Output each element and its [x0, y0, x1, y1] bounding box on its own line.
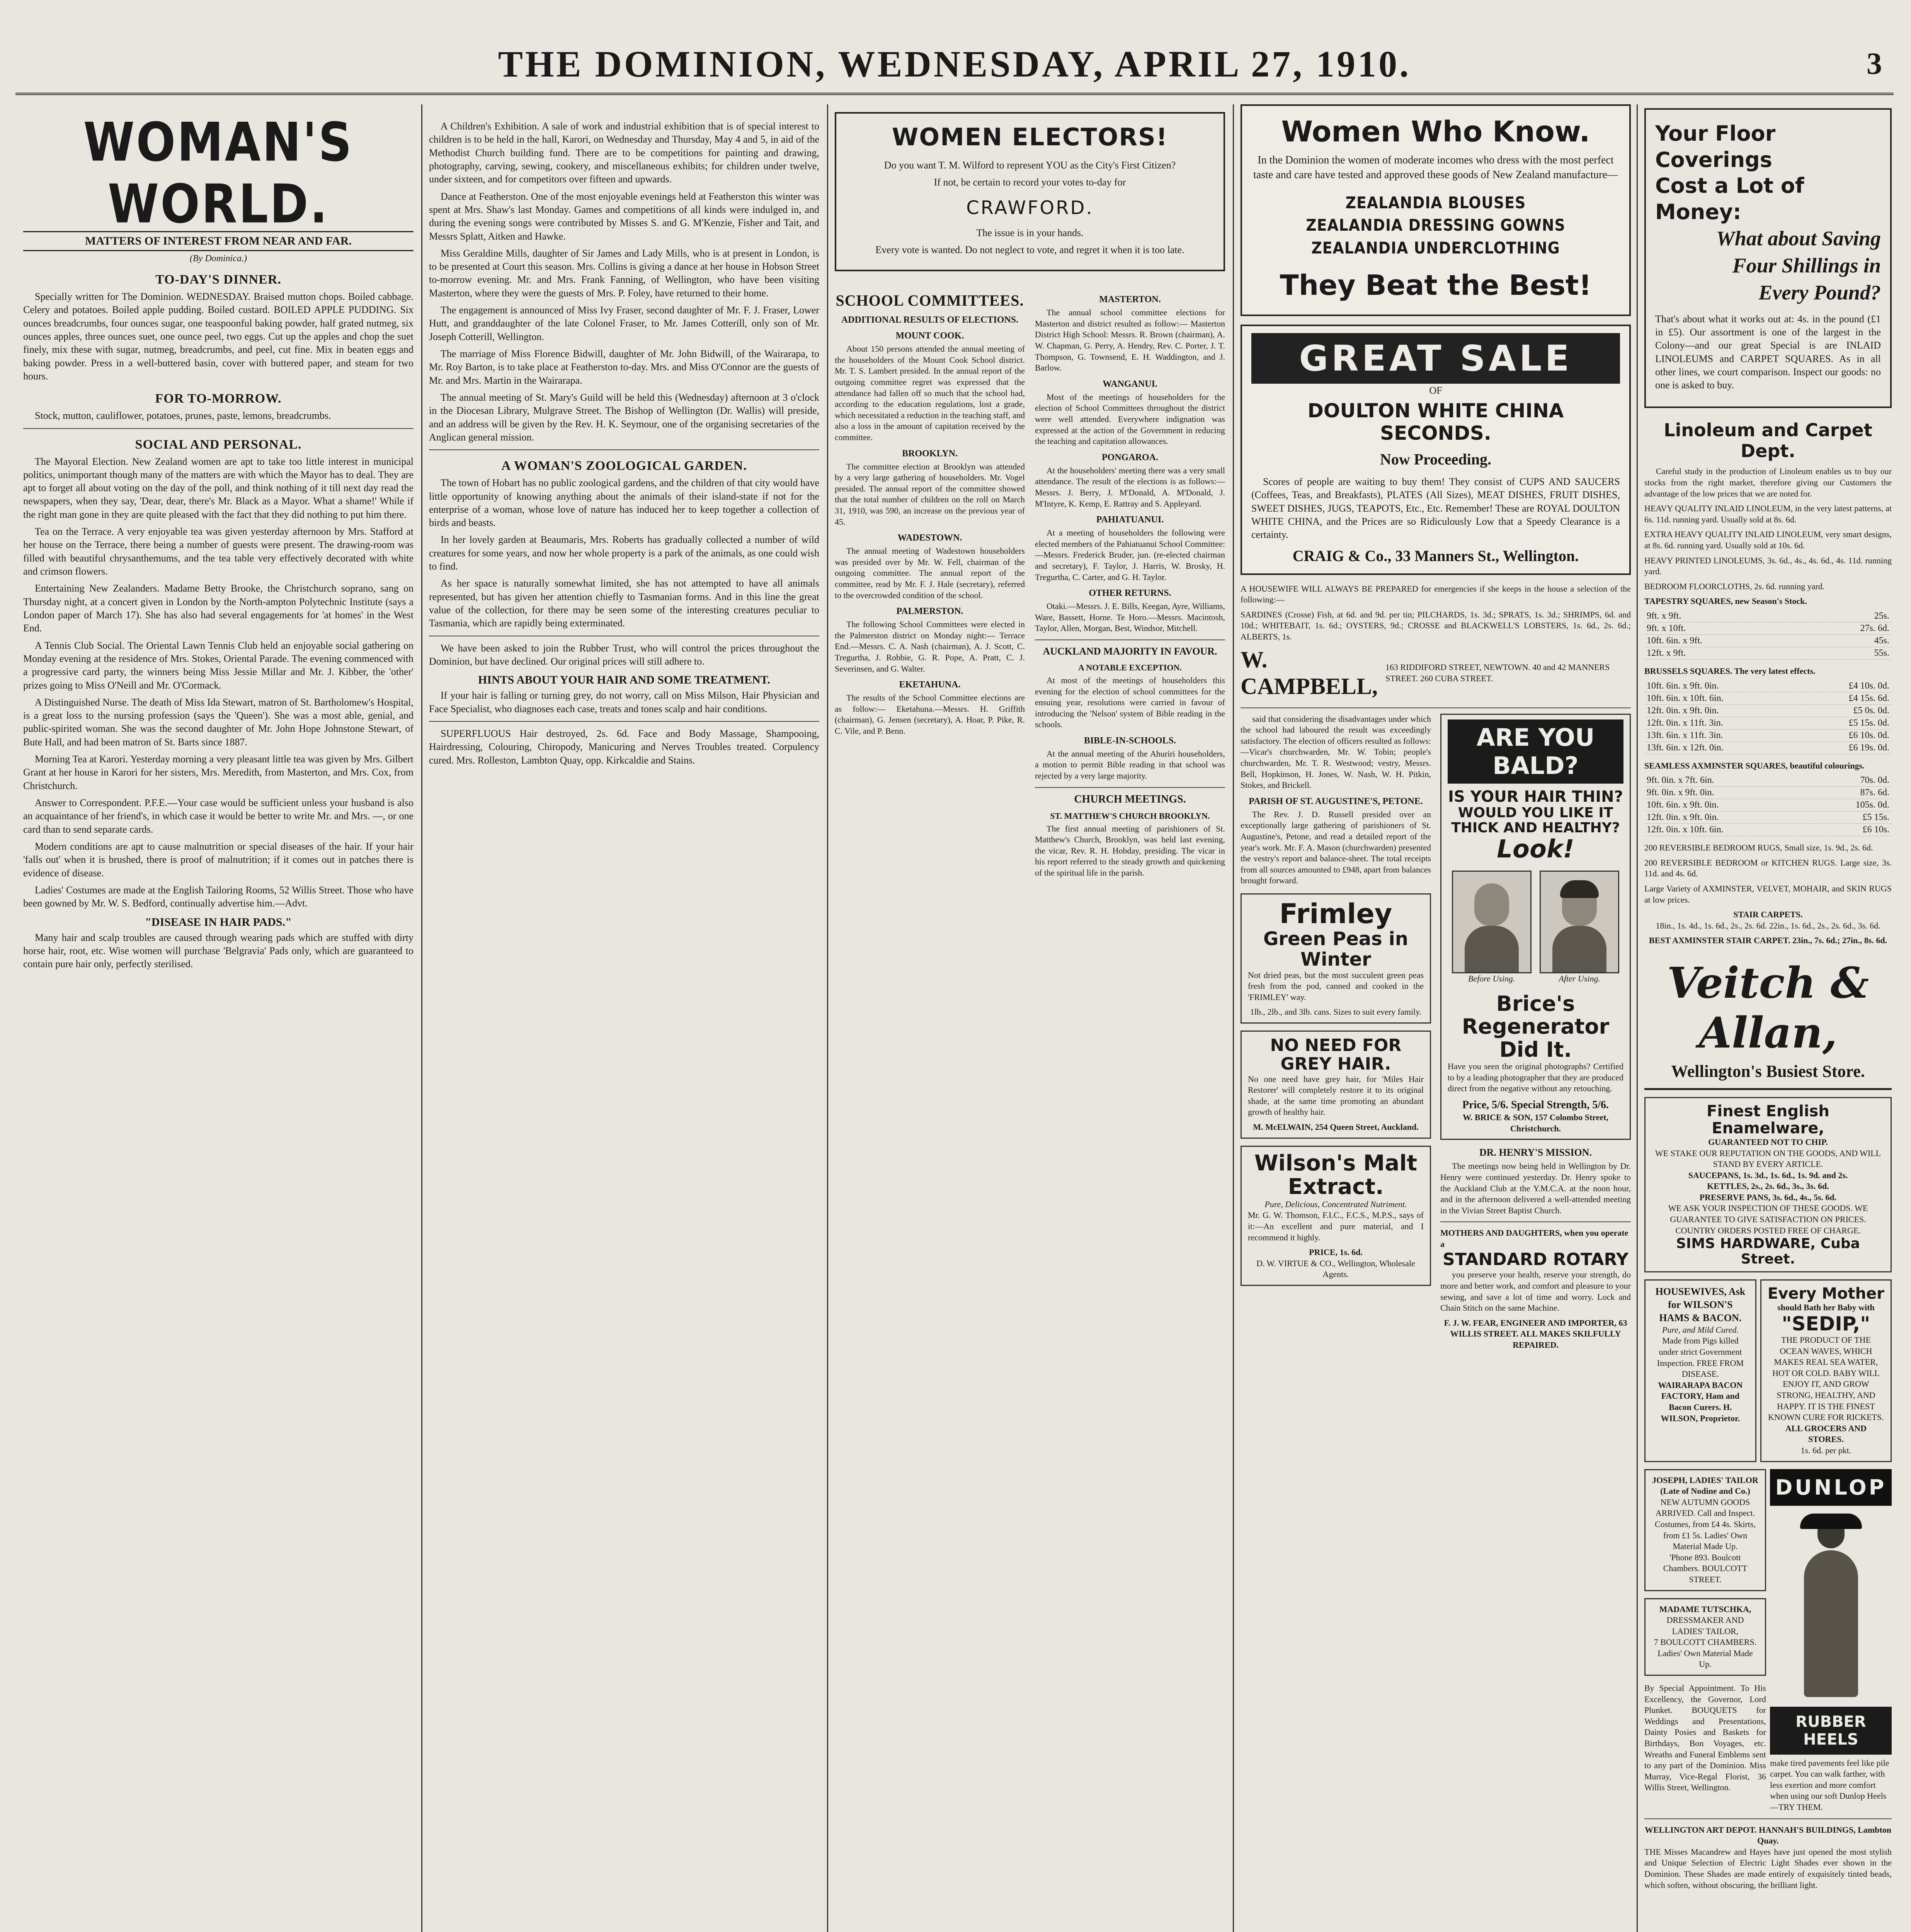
- price-row: [1644, 729, 1892, 742]
- bible-heading: BIBLE-IN-SCHOOLS.: [1084, 735, 1176, 746]
- social-paragraph: Tea on the Terrace. A very enjoyable tea was given yesterday afternoon by Mrs. Stafford at her house on the Terrace, there being a number of guests were present. The drawing-room was filled with beautiful chrysanthemums, and the tea table very effectively decorated with white and crimson flowers.: [23, 526, 414, 577]
- price-row: [1644, 622, 1892, 634]
- social-paragraph: Modern conditions are apt to cause malnutrition or special diseases of the hair. If your hair 'falls out' when it is brushed, there is proof of malnutrition; if it comes out in patches there is evidence of disease.: [23, 840, 414, 879]
- social-heading: SOCIAL AND PERSONAL.: [135, 437, 302, 452]
- price-cell: £5 15s. 0d.: [1803, 717, 1892, 729]
- linoleum-item: HEAVY QUALITY INLAID LINOLEUM, in the very latest patterns, at 6s. 11d. running yard. Usually sold at 8s. 6d.: [1644, 503, 1892, 524]
- pahiatua-text: At a meeting of householders the following were elected members of the Pahiatuanui School Committee:—Messrs. Frederick Bruder, jun. (re-elected chairman and secretary), F. Taylor, J. Harris, W. Brosky, H. Tregurtha, C. Carter, and G. H. Taylor.: [1035, 528, 1225, 582]
- axminster-heading: SEAMLESS AXMINSTER SQUARES, beautiful colourings.: [1644, 760, 1865, 770]
- masterton-heading: MASTERTON.: [1099, 294, 1161, 305]
- frimley-name: Frimley: [1279, 898, 1392, 930]
- wilsons-malt-agent: D. W. VIRTUE & CO., Wellington, Wholesale Agents.: [1256, 1258, 1415, 1279]
- auckland-text: At most of the meetings of householders this evening for the election of school committees for the ensuing year, resolutions were carried in favour of introducing the 'Nelson' system of Bible reading in the schools.: [1035, 675, 1225, 730]
- womans-world-heading: WOMAN'S WORLD.: [83, 112, 354, 235]
- zoo-paragraph: In her lovely garden at Beaumaris, Mrs. Roberts has gradually collected a number of wild creatures for some years, and now her whole property is a park of the animals, as one could wish to find.: [429, 534, 819, 572]
- size-cell: 12ft. 0in. x 9ft. 0in.: [1644, 704, 1803, 717]
- wilsons-malt-price: PRICE, 1s. 6d.: [1309, 1247, 1363, 1257]
- tutschka-note: Ladies' Own Material Made Up.: [1657, 1648, 1753, 1669]
- size-cell: 9ft. x 10ft.: [1644, 622, 1803, 634]
- school-committees-right: [1035, 283, 1225, 882]
- price-row: [1644, 692, 1892, 704]
- electors-line: Do you want T. M. Wilford to represent YOU as the City's First Citizen?: [884, 160, 1176, 171]
- grey-hair-ad: [1241, 1031, 1431, 1139]
- brices-regenerator: Brice's Regenerator Did It.: [1462, 991, 1610, 1062]
- column-rule: [1233, 104, 1234, 1932]
- rubber-heels-banner: RUBBER HEELS: [1770, 1707, 1892, 1755]
- pongaroa-text: At the householders' meeting there was a very small attendance. The result of the elections is as follows:— Messrs. J. Berry, J. M'Donald, A. M'Donald, J. M'Intyre, K. Kemp, E. Rattray and S. Appleyard.: [1035, 465, 1225, 509]
- size-cell: 13ft. 6in. x 11ft. 3in.: [1644, 729, 1803, 742]
- floor-line: Your Floor Coverings: [1655, 121, 1776, 172]
- tutschka-name: MADAME TUTSCHKA,: [1659, 1604, 1751, 1614]
- bald-ad: [1440, 714, 1631, 1140]
- size-cell: 10ft. 6in. x 9ft.: [1644, 634, 1803, 647]
- column-four-lower: [1241, 714, 1631, 1351]
- size-cell: 10ft. 6in. x 10ft. 6in.: [1644, 692, 1803, 704]
- great-sale-heading: GREAT SALE: [1251, 333, 1620, 384]
- school-committees-heading: SCHOOL COMMITTEES.: [836, 292, 1024, 310]
- linoleum-item: HEAVY PRINTED LINOLEUMS, 3s. 6d., 4s., 4s. 6d., 4s. 11d. running yard.: [1644, 555, 1892, 577]
- zoo-paragraph: As her space is naturally somewhat limited, she has not attempted to have all animals represented, but has given her attention chiefly to Tasmanian forms. And in this line the great value of the collection, for there may be seen some of the interesting creatures peculiar to Tasmania, which are rapidly being exterminated.: [429, 578, 819, 629]
- florist-ad: By Special Appointment. To His Excellency, the Governor, Lord Plunket. BOUQUETS for Weddings and Presentations, Dainty Posies and Baskets for Birthdays, Bon Voyages, etc. Wreaths and Funeral Emblems sent to any part of the Dominion. Miss Murray, Vice-Regal Florist, 36 Willis Street, Wellington.: [1644, 1683, 1766, 1793]
- price-row: [1644, 634, 1892, 647]
- personal-notes: Miss Geraldine Mills, daughter of Sir James and Lady Mills, who is at present in London, is to be presented at Court this season. Mrs. Collins is giving a dance at her house in Hobson Street to-morrow evening. Mr. and Mrs. Frank Fanning, of Wellington, who have been visiting Masterton, where they were the guests of Mrs. P. Foley, have returned to their home.: [429, 247, 819, 299]
- bible-text: At the annual meeting of the Ahuriri householders, a motion to permit Bible reading in that school was rejected by a very large majority.: [1035, 748, 1225, 781]
- art-depot-body: THE Misses Macandrew and Hayes have just opened the most stylish and Unique Selection of Electric Light Shades ever shown in the Dominion. These Shades are made entirely of exquisitely tinted beads, which soften, without obscuring, the brilliant light.: [1644, 1847, 1892, 1890]
- veitch-allan-logo: Veitch & Allan,: [1667, 957, 1869, 1058]
- price-row: [1644, 680, 1892, 692]
- tapestry-heading: TAPESTRY SQUARES, new Season's Stock.: [1644, 596, 1807, 606]
- women-who-know-intro: In the Dominion the women of moderate incomes who dress with the most perfect taste and care have tested and approved these goods of New Zealand manufacture—: [1253, 154, 1618, 181]
- lady-figure-illustration: [1781, 1514, 1881, 1699]
- haired-portrait-image: [1540, 871, 1619, 973]
- wadestown-text: The annual meeting of Wadestown householders was presided over by Mr. W. Fell, chairman of the outgoing committee. The annual report of the committee, read by Mr. F. J. Hale (secretary), referred to the overcrowded condition of the school.: [835, 546, 1025, 600]
- standard-rotary: STANDARD ROTARY: [1443, 1250, 1629, 1270]
- bacon-body: Made from Pigs killed under strict Government Inspection. FREE FROM DISEASE.: [1657, 1336, 1744, 1379]
- price-cell: £4 15s. 6d.: [1803, 692, 1892, 704]
- before-after-photos: [1448, 871, 1623, 985]
- palmerston-heading: PALMERSTON.: [896, 606, 963, 617]
- zoo-heading: A WOMAN'S ZOOLOGICAL GARDEN.: [501, 459, 747, 473]
- social-paragraph: Answer to Correspondent. P.F.E.—Your case would be sufficient unless your husband is also an acquaintance of her friend's, in which case it would be better to write Mr. and Mrs. —, or one card than to send separate cards.: [23, 797, 414, 835]
- size-cell: 9ft. x 9ft.: [1644, 610, 1803, 622]
- social-paragraph: A Distinguished Nurse. The death of Miss Ida Stewart, matron of St. Bartholomew's Hospital, is a great loss to the nursing profession (says the 'Queen'). She was a most able, genial, and public-spirited woman. She was the second daughter of Mr. John Hope Johnstone Stewart, of Bute Hall, and had been matron of St. Barts since 1887.: [23, 696, 414, 748]
- joseph-body: NEW AUTUMN GOODS ARRIVED. Call and Inspect. Costumes, from £4 4s. Skirts, from £1 5s. Ladies' Own Material Made Up.: [1655, 1497, 1756, 1551]
- campbell-lead: A HOUSEWIFE WILL ALWAYS BE PREPARED for emergencies if she keeps in the house a selection of the following:—: [1241, 583, 1631, 605]
- brussels-heading: BRUSSELS SQUARES. The very latest effects.: [1644, 666, 1816, 676]
- zealandia-item: ZEALANDIA BLOUSES: [1345, 193, 1526, 212]
- page-number: 3: [1867, 47, 1882, 81]
- fear-address: F. J. W. FEAR, ENGINEER AND IMPORTER, 63 WILLIS STREET. ALL MAKES SKILFULLY REPAIRED.: [1444, 1318, 1627, 1350]
- floor-coverings-ad: [1644, 108, 1892, 408]
- church-heading: CHURCH MEETINGS.: [1074, 793, 1186, 805]
- wadestown-heading: WADESTOWN.: [897, 533, 962, 543]
- great-sale-ad: [1241, 325, 1631, 575]
- sedip-stores: ALL GROCERS AND STORES.: [1785, 1423, 1867, 1444]
- hair-pads-heading: "DISEASE IN HAIR PADS.": [145, 915, 292, 929]
- floor-line: Cost a Lot of Money:: [1655, 173, 1804, 224]
- rubber-trust-notice: We have been asked to join the Rubber Trust, who will control the prices throughout the Dominion, but have declined. Our original prices will still adhere to.: [429, 642, 819, 667]
- school-committees-left: [835, 283, 1025, 882]
- campbell-address: 163 RIDDIFORD STREET, NEWTOWN. 40 and 42 MANNERS STREET. 260 CUBA STREET.: [1385, 662, 1610, 683]
- bald-line: WOULD YOU LIKE IT THICK AND HEALTHY?: [1451, 804, 1620, 836]
- social-paragraph: Entertaining New Zealanders. Madame Betty Brooke, the Christchurch soprano, sang on Thursday night, at a concert given in London by the North-ampton Polytechnic Institute (says a London paper of March 17). She has also had several engagements for 'at homes' in the West End.: [23, 583, 414, 634]
- column-five: [1644, 104, 1892, 1932]
- sims-hardware: SIMS HARDWARE, Cuba Street.: [1676, 1236, 1860, 1267]
- price-cell: 87s. 6d.: [1812, 787, 1892, 799]
- size-cell: 9ft. 0in. x 7ft. 6in.: [1644, 774, 1812, 787]
- floor-body: That's about what it works out at: 4s. in the pound (£1 in £5). Our assortment is one of the largest in the Colony—and our great Special is are INLAID LINOLEUMS and CARPET SQUARES. As in all other lines, we court comparison. Inspect our goods: no one is asked to buy.: [1655, 313, 1881, 391]
- axminster-price-table: [1644, 774, 1892, 836]
- size-cell: 10ft. 6in. x 9ft. 0in.: [1644, 799, 1812, 811]
- price-row: [1644, 647, 1892, 659]
- enamelware-guarantee: GUARANTEED NOT TO CHIP.: [1708, 1137, 1828, 1147]
- bald-price: Price, 5/6. Special Strength, 5/6.: [1462, 1099, 1609, 1111]
- social-paragraph: A Tennis Club Social. The Oriental Lawn Tennis Club held an enjoyable social gathering on Monday evening at the residence of Mrs. Stokes, Oriental Parade. The evening commenced with a progressive card party, the winners being Miss Jessie Millar and Mr. J. Kibber, the 'other' prizes going to Miss O'Neill and Mr. O'Cormack.: [23, 639, 414, 691]
- frimley-line: Green Peas in Winter: [1263, 928, 1409, 970]
- price-row: [1644, 824, 1892, 836]
- womans-world-subheading: MATTERS OF INTEREST FROM NEAR AND FAR.: [23, 231, 414, 251]
- price-cell: £6 19s. 0d.: [1803, 742, 1892, 754]
- grey-hair-seller: M. McELWAIN, 254 Queen Street, Auckland.: [1253, 1122, 1419, 1132]
- price-cell: 27s. 6d.: [1803, 622, 1892, 634]
- linoleum-intro: Careful study in the production of Linoleum enables us to buy our stocks from the right market, therefore giving our Customers the advantage of the low prices that we are noted for.: [1644, 466, 1892, 498]
- frimley-body: Not dried peas, but the most succulent green peas fresh from the pod, canned and cooked in the 'FRIMLEY' way.: [1248, 970, 1424, 1002]
- electors-line: If not, be certain to record your votes to-day for: [934, 177, 1126, 188]
- henry-text: The meetings now being held in Wellington by Dr. Henry were continued yesterday. Dr. Henry spoke to the Auckland Club at the Y.M.C.A. at the noon hour, and in the afternoon delivered a well-attended meeting in the Vivian Street Baptist Church.: [1440, 1161, 1631, 1215]
- school-committees-section: [835, 283, 1225, 882]
- tapestry-price-table: [1644, 610, 1892, 660]
- women-who-know-tagline: They Beat the Best!: [1280, 269, 1592, 301]
- sedip-body: THE PRODUCT OF THE OCEAN WAVES, WHICH MAKES REAL SEA WATER, HOT OR COLD. BABY WILL ENJOY IT, AND GROW STRONG, HEALTHY, AND HAPPY. IT IS THE FINEST KNOWN CURE FOR RICKETS.: [1768, 1335, 1884, 1422]
- rotary-text: you preserve your health, reserve your strength, do more and better work, and comfort and pleasure to your sewing, and save a lot of time and worry. Lock and Chain Stitch on the same Machine.: [1440, 1270, 1631, 1313]
- column-womans-world: [23, 104, 414, 1932]
- bacon-pure: Pure, and Mild Cured.: [1662, 1325, 1739, 1335]
- wanganui-text: Most of the meetings of householders for the election of School Committees throughout the district were well attended. Everywhere indignation was expressed at the action of the Government in reducing the teaching and capitation allowances.: [1035, 392, 1225, 446]
- wilsons-malt-name: Wilson's Malt Extract.: [1254, 1150, 1418, 1200]
- saucepans-price: SAUCEPANS, 1s. 3d., 1s. 6d., 1s. 9d. and 2s.: [1688, 1170, 1848, 1180]
- column-four-news: [1241, 714, 1431, 1351]
- sedip-ad: [1760, 1279, 1892, 1462]
- auckland-heading: AUCKLAND MAJORITY IN FAVOUR.: [1043, 645, 1217, 657]
- size-cell: 12ft. 0in. x 9ft. 0in.: [1644, 811, 1812, 824]
- social-paragraph: The Mayoral Election. New Zealand women are apt to take too little interest in municipal politics, unimportant though many of the matters are with which the Mayor has to deal. They are apt to forget all about voting on the day of the poll, and think nothing of it till next day read the newspapers, when they say, 'Dear, dear, there's Mr. Black as a Mayor. What a shame!' While if the right man gone in they are quite pleased with the fact that they did nothing to put him there.: [23, 456, 414, 520]
- dunlop-logo: DUNLOP: [1770, 1469, 1892, 1506]
- price-cell: 55s.: [1803, 647, 1892, 659]
- campbell-ad: [1241, 583, 1631, 700]
- divider: [429, 721, 819, 722]
- parish-text: The Rev. J. D. Russell presided over an exceptionally large gathering of parishioners of St. Augustine's, Petone, and read a detailed report of the year's work. Mr. F. A. Mason (churchwarden) presented the vestry's report and balance-sheet. The total receipts from all sources amounted to £948, apart from balances brought forward.: [1241, 809, 1431, 886]
- sedip-line: should Bath her Baby with: [1777, 1303, 1875, 1313]
- electors-line: The issue is in your hands.: [976, 227, 1084, 238]
- column-four: [1241, 104, 1631, 1932]
- eketahuna-text: The results of the School Committee elections are as follow:— Eketahuna.—Messrs. H. Griffith (chairman), G. Jensen (secretary), A. Hoar, P. Pike, R. C. Vile, and P. Benn.: [835, 693, 1025, 736]
- price-cell: 70s. 0d.: [1812, 774, 1892, 787]
- frimley-price: 1lb., 2lb., and 3lb. cans. Sizes to suit every family.: [1250, 1007, 1422, 1017]
- size-cell: 10ft. 6in. x 9ft. 0in.: [1644, 680, 1803, 692]
- before-caption: Before Using.: [1468, 974, 1515, 984]
- electors-title: WOMEN ELECTORS!: [892, 123, 1168, 151]
- sedip-name: "SEDIP,": [1782, 1313, 1870, 1335]
- price-row: [1644, 704, 1892, 717]
- price-cell: £5 15s.: [1812, 811, 1892, 824]
- hints-heading: HINTS ABOUT YOUR HAIR AND SOME TREATMENT.: [478, 673, 770, 687]
- preserve-price: PRESERVE PANS, 3s. 6d., 4s., 5s. 6d.: [1699, 1192, 1837, 1202]
- dunlop-column: [1770, 1469, 1892, 1813]
- zoo-paragraph: The town of Hobart has no public zoological gardens, and the children of that city would have little opportunity of knowing anything about the animals of their island-state if not for the enterprise of a woman, whose love of nature has induced her to keep together a collection of birds and beasts.: [429, 477, 819, 529]
- engagement-notice: The engagement is announced of Miss Ivy Fraser, second daughter of Mr. F. J. Fraser, Lower Hutt, and granddaughter of the late Colonel Fraser, to Mr. James Cotterill, only son of Mr. Joseph Cotterill, Wellington.: [429, 304, 819, 342]
- superfluous-hair-ad: SUPERFLUOUS Hair destroyed, 2s. 6d. Face and Body Massage, Shampooing, Hairdressing, Colouring, Chiropody, Manicuring and Nerves Troubles treated. Corpulency cured. Mrs. Rolleston, Lambton Quay, opp. Kirkcaldie and Stains.: [429, 728, 819, 766]
- brussels-price-table: [1644, 680, 1892, 754]
- other-returns-heading: OTHER RETURNS.: [1089, 588, 1171, 599]
- sedip-price: 1s. 6d. per pkt.: [1800, 1445, 1851, 1455]
- palmerston-text: The following School Committees were elected in the Palmerston district on Monday night:— Terrace End.—Messrs. C. A. Nash (chairman), A. J. Scott, C. Tregurtha, J. Robbie, G. R. Pope, A. Pratt, C. J. Severinsen, and G. Walter.: [835, 619, 1025, 673]
- price-cell: £6 10s.: [1812, 824, 1892, 836]
- brooklyn-text: The committee election at Brooklyn was attended by a very large gathering of householders. Mr. Vogel presided. The annual report of the committee showed that the total number of children on the roll on March 31, 1910, was 590, an increase on the previous year of 45.: [835, 461, 1025, 527]
- marriage-notice: The marriage of Miss Florence Bidwill, daughter of Mr. John Bidwill, of the Wairarapa, to Mr. Roy Barton, is to take place at Featherston to-day. Mrs. and Miss O'Connor are the guests of Mr. and Mrs. Martin in the Wairarapa.: [429, 348, 819, 386]
- tutschka-role: DRESSMAKER AND LADIES' TAILOR,: [1666, 1615, 1744, 1636]
- tailor-dunlop-row: [1644, 1469, 1892, 1813]
- divider: [429, 449, 819, 450]
- column-four-ads: [1440, 714, 1631, 1351]
- dance-featherston: Dance at Featherston. One of the most enjoyable evenings held at Featherston this winter was spent at Mrs. Shaw's last Monday. Games and competitions of all kinds were indulged in, and during the evening songs were contributed by Misses S. and G. M'Kenzie, Fisher and Tait, and Messrs Splatt, Aitken and Hawke.: [429, 190, 819, 242]
- grey-hair-heading: NO NEED FOR GREY HAIR.: [1270, 1035, 1402, 1074]
- bald-line: IS YOUR HAIR THIN?: [1448, 787, 1623, 806]
- price-cell: £4 10s. 0d.: [1803, 680, 1892, 692]
- church-text: The first annual meeting of parishioners of St. Matthew's Church, Brooklyn, was held last evening, the vicar, Rev. R. H. Hobday, presiding. The vicar in his report referred to the steady growth and quickening of the spiritual life in the parish.: [1035, 823, 1225, 878]
- art-depot-name: WELLINGTON ART DEPOT. HANNAH'S BUILDINGS, Lambton Quay.: [1645, 1825, 1891, 1846]
- price-row: [1644, 811, 1892, 824]
- zealandia-item: ZEALANDIA DRESSING GOWNS: [1306, 216, 1566, 235]
- bacon-heading: HOUSEWIVES, Ask for WILSON'S HAMS & BACON.: [1655, 1286, 1746, 1324]
- price-row: [1644, 742, 1892, 754]
- price-cell: 105s. 0d.: [1812, 799, 1892, 811]
- vestry-election: said that considering the disadvantages under which the school had laboured the result was exceedingly satisfactory. The election of officers resulted as follows:—Vicar's churchwarden, Mr. W. Tobin; people's churchwarden, Mr. T. R. Westwood; vestry, Messrs. Bell, Hopkinson, H. Jones, W. Nash, W. H. Pitkin, Stokes, and Brickell.: [1241, 714, 1431, 790]
- price-cell: £6 10s. 0d.: [1803, 729, 1892, 742]
- st-marys-guild: The annual meeting of St. Mary's Guild will be held this (Wednesday) afternoon at 3 o'clock in the Diocesan Library, Mulgrave Street. The Bishop of Wellington (Dr. Wallis) will preside, and an address will be given by the Rev. H. K. Seymour, one of the organising secretaries of the Anglican general mission.: [429, 391, 819, 443]
- eketahuna-heading: EKETAHUNA.: [899, 680, 961, 690]
- column-three: [835, 104, 1225, 1932]
- price-row: [1644, 774, 1892, 787]
- column-rule: [421, 104, 422, 1932]
- great-sale-body: Scores of people are waiting to buy them! They consist of CUPS AND SAUCERS (Coffees, Teas, and Breakfasts), PLATES (All Sizes), MEAT DISHES, FRUIT DISHES, SWEET DISHES, JUGS, TEAPOTS, Etc., Etc. Remember! These are ROYAL DOULTON WHITE CHINA, and the Prices are so Ridiculously Low that a Speedy Clearance is a certainty.: [1251, 476, 1620, 541]
- tutschka-ad: [1644, 1598, 1766, 1676]
- stair-prices: 18in., 1s. 4d., 1s. 6d., 2s., 2s. 6d. 22in., 1s. 6d., 2s., 2s. 6d., 3s. 6d.: [1656, 920, 1880, 930]
- divider: [1644, 1818, 1892, 1819]
- price-row: [1644, 610, 1892, 622]
- column-rule: [1637, 104, 1638, 1932]
- kettles-price: KETTLES, 2s., 2s. 6d., 3s., 3s. 6d.: [1707, 1181, 1829, 1191]
- todays-dinner-text: Specially written for The Dominion. WEDNESDAY. Braised mutton chops. Boiled cabbage. Celery and potatoes. Boiled apple pudding. Boiled custard. BOILED APPLE PUDDING. Six ounces breadcrumbs, four ounces sugar, one teaspoonful baking powder, half grated nutmeg, six ounces apples, three ounces suet, one ounce peel, two eggs. Cut up the apples and chop the suet finely, mix these with sugar, nutmeg, breadcrumbs, and peel, cut fine. Mix in beaten eggs and baking powder. Press in a well-buttered basin, cover with buttered paper, and steam for two hours.: [23, 291, 414, 382]
- price-cell: 25s.: [1803, 610, 1892, 622]
- school-committees-subheading: ADDITIONAL RESULTS OF ELECTIONS.: [841, 315, 1019, 325]
- candidate-name: CRAWFORD.: [966, 197, 1094, 219]
- great-sale-status: Now Proceeding.: [1380, 451, 1492, 468]
- velvet-line: Large Variety of AXMINSTER, VELVET, MOHAIR, and SKIN RUGS at low prices.: [1644, 883, 1892, 905]
- social-paragraph: Ladies' Costumes are made at the English Tailoring Rooms, 52 Willis Street. Those who have been gowned by Mr. W. S. Bedford, continually advertise him.—Advt.: [23, 884, 414, 909]
- tomorrow-text: Stock, mutton, cauliflower, potatoes, prunes, paste, lemons, breadcrumbs.: [35, 410, 331, 422]
- rugs-line: 200 REVERSIBLE BEDROOM or KITCHEN RUGS. Large size, 3s. 11d. and 4s. 6d.: [1644, 857, 1892, 879]
- enamelware-country: COUNTRY ORDERS POSTED FREE OF CHARGE.: [1675, 1225, 1861, 1235]
- zealandia-item: ZEALANDIA UNDERCLOTHING: [1311, 238, 1560, 258]
- after-caption: After Using.: [1559, 974, 1601, 984]
- enamelware-ad: [1644, 1097, 1892, 1273]
- byline: (By Dominica.): [190, 253, 247, 264]
- floor-question: What about Saving: [1716, 227, 1881, 250]
- women-who-know-heading: Women Who Know.: [1281, 115, 1590, 148]
- price-cell: £5 0s. 0d.: [1803, 704, 1892, 717]
- wilsons-malt-ad: [1241, 1146, 1431, 1286]
- wilsons-bacon-ad: [1644, 1279, 1756, 1462]
- dunlop-tag: make tired pavements feel like pile carpet. You can walk farther, with less exertion and more comfort when using our soft Dunlop Heels—TRY THEM.: [1770, 1758, 1889, 1812]
- campbell-name: W. CAMPBELL,: [1241, 646, 1378, 699]
- bacon-sedip-row: [1644, 1279, 1892, 1462]
- grey-hair-body: No one need have grey hair, for 'Miles Hair Restorer' will completely restore it to its original shade, at the same time promoting an abundant growth of healthy hair.: [1248, 1074, 1424, 1117]
- bald-heading: ARE YOU BALD?: [1448, 719, 1623, 784]
- price-cell: 45s.: [1803, 634, 1892, 647]
- campbell-body: SARDINES (Crosse) Fish, at 6d. and 9d. per tin; PILCHARDS, 1s. 3d.; SPRATS, 1s. 3d.; SHRIMPS, 6d. and 10d.; WHITEBAIT, 1s. 6d.; OYSTERS, 9d.; CROSSE and BLACKWELL'S LOBSTERS, 1s. 6d., 2s. 6d.; ALBERTS, 1s.: [1241, 609, 1631, 642]
- tailor-column: [1644, 1469, 1766, 1813]
- joseph-tailor-ad: [1644, 1469, 1766, 1591]
- masterton-text: The annual school committee elections for Masterton and district resulted as follow:— Masterton District High School: Messrs. R. Brown (chairman), A. W. Chapman, G. Perry, A. Hendry, Rev. C. Porter, J. T. Thompson, G. Townsend, E. H. Waddington, and J. Barlow.: [1035, 308, 1225, 373]
- best-stair-prices: BEST AXMINSTER STAIR CARPET. 23in., 7s. 6d.; 27in., 8s. 6d.: [1649, 935, 1887, 946]
- great-sale-merchant: CRAIG & Co., 33 Manners St., Wellington.: [1292, 547, 1579, 565]
- pongaroa-heading: PONGAROA.: [1102, 452, 1158, 463]
- divider: [1035, 639, 1225, 640]
- column-rule: [827, 104, 828, 1932]
- mothers-heading: MOTHERS AND DAUGHTERS, when you operate a: [1440, 1228, 1629, 1249]
- rugs-line: 200 REVERSIBLE BEDROOM RUGS, Small size, 1s. 9d., 2s. 6d.: [1644, 843, 1873, 853]
- frimley-ad: [1241, 893, 1431, 1024]
- childrens-exhibition: A Children's Exhibition. A sale of work and industrial exhibition that is of special interest to children is to be held in the hall, Karori, on Wednesday and Thursday, May 4 and 5, in aid of the Methodist Church building fund. There are to be competitions for painting and drawing, photography, carving, sewing, cookery, and miscellaneous exhibits; for children under twelve, under sixteen, and for competitors over fifteen and upwards.: [429, 121, 819, 185]
- social-paragraph: Morning Tea at Karori. Yesterday morning a very pleasant little tea was given by Mrs. Gilbert Grant at her house in Karori for her sisters, Mrs. Meredith, from Masterton, and Mrs. Cox, from Christchurch.: [23, 753, 414, 791]
- women-who-know-ad: [1241, 104, 1631, 316]
- tutschka-address: 7 BOULCOTT CHAMBERS.: [1654, 1637, 1757, 1647]
- price-row: [1644, 799, 1892, 811]
- hints-text: If your hair is falling or turning grey, do not worry, call on Miss Milson, Hair Physician and Face Specialist, who diagnoses each case, treats and tones scalp and hair conditions.: [429, 690, 819, 714]
- joseph-address: 'Phone 893. Boulcott Chambers. BOULCOTT STREET.: [1663, 1552, 1748, 1584]
- campbell-footer: [1241, 646, 1631, 700]
- price-row: [1644, 717, 1892, 729]
- sedip-heading: Every Mother: [1767, 1285, 1884, 1303]
- masthead-title: THE DOMINION, WEDNESDAY, APRIL 27, 1910.: [498, 43, 1411, 85]
- enamelware-inspect: WE ASK YOUR INSPECTION OF THESE GOODS. WE GUARANTEE TO GIVE SATISFACTION ON PRICES.: [1668, 1203, 1868, 1225]
- bald-portrait-image: [1452, 871, 1532, 973]
- floor-question: Every Pound?: [1758, 281, 1881, 304]
- divider: [23, 428, 414, 429]
- tomorrow-heading: FOR TO-MORROW.: [155, 391, 282, 406]
- stair-heading: STAIR CARPETS.: [1733, 910, 1803, 920]
- bacon-maker: WAIRARAPA BACON FACTORY, Ham and Bacon Curers. H. WILSON, Proprietor.: [1658, 1380, 1743, 1423]
- henry-heading: DR. HENRY'S MISSION.: [1479, 1147, 1592, 1158]
- bald-maker: W. BRICE & SON, 157 Colombo Street, Christchurch.: [1462, 1112, 1609, 1133]
- size-cell: 12ft. 0in. x 11ft. 3in.: [1644, 717, 1803, 729]
- hair-pads-text: Many hair and scalp troubles are caused through wearing pads which are stuffed with dirty horse hair, root, etc. Wise women will purchase 'Belgravia' Pads only, which are guaranteed to contain pure hair only, perfectly sterilised.: [23, 932, 414, 970]
- column-two: [429, 104, 819, 1932]
- linoleum-heading: Linoleum and Carpet Dept.: [1664, 420, 1872, 462]
- divider: [1035, 787, 1225, 788]
- wanganui-heading: WANGANUI.: [1102, 379, 1157, 389]
- enamelware-stake: WE STAKE OUR REPUTATION ON THE GOODS, AND WILL STAND BY EVERY ARTICLE.: [1655, 1148, 1881, 1169]
- masthead: [15, 35, 1894, 95]
- size-cell: 12ft. 0in. x 10ft. 6in.: [1644, 824, 1812, 836]
- electors-line: Every vote is wanted. Do not neglect to vote, and regret it when it is too late.: [875, 244, 1184, 255]
- linoleum-item: EXTRA HEAVY QUALITY INLAID LINOLEUM, very smart designs, at 8s. 6d. running yard. Usually sold at 10s. 6d.: [1644, 529, 1892, 550]
- other-returns-text: Otaki.—Messrs. J. E. Bills, Keegan, Ayre, Williams, Ware, Bassett, Horne. Te Horo.—Messrs. Macintosh, Taylor, Allen, Morgan, Best, Windsor, Mitchell.: [1035, 601, 1225, 633]
- great-sale-of: OF: [1429, 384, 1442, 396]
- mount-cook-heading: MOUNT COOK.: [895, 331, 964, 341]
- mount-cook-text: About 150 persons attended the annual meeting of the householders of the Mount Cook School district. Mr. T. S. Lambert presided. In the annual report of the outgoing committee regret was expressed that the attendance had fallen off so much that the school had, according to the education regulations, lost a grade, which necessitated a reduction in the teaching staff, and also a loss in the amount of capitation received by the committee.: [835, 344, 1025, 442]
- zealandia-list: [1251, 192, 1620, 260]
- wilsons-malt-body: Mr. G. W. Thomson, F.I.C., F.C.S., M.P.S., says of it:—An excellent and pure material, and I recommend it highly.: [1248, 1210, 1424, 1242]
- price-row: [1644, 787, 1892, 799]
- women-electors-ad: [835, 112, 1225, 271]
- wilsons-malt-tag: Pure, Delicious, Concentrated Nutriment.: [1264, 1199, 1407, 1209]
- parish-heading: PARISH OF ST. AUGUSTINE'S, PETONE.: [1249, 796, 1423, 806]
- brooklyn-heading: BROOKLYN.: [902, 448, 958, 459]
- bald-look: Look!: [1497, 835, 1574, 864]
- size-cell: 9ft. 0in. x 9ft. 0in.: [1644, 787, 1812, 799]
- great-sale-item: DOULTON WHITE CHINA SECONDS.: [1307, 400, 1564, 445]
- joseph-heading: JOSEPH, LADIES' TAILOR (Late of Nodine and Co.): [1652, 1475, 1758, 1496]
- veitch-allan-tagline: Wellington's Busiest Store.: [1644, 1061, 1892, 1090]
- size-cell: 13ft. 6in. x 12ft. 0in.: [1644, 742, 1803, 754]
- divider: [1241, 707, 1631, 708]
- enamelware-heading: Finest English Enamelware,: [1707, 1102, 1829, 1137]
- church-subheading: ST. MATTHEW'S CHURCH BROOKLYN.: [1050, 811, 1210, 821]
- auckland-subheading: A NOTABLE EXCEPTION.: [1078, 662, 1182, 672]
- linoleum-item: BEDROOM FLOORCLOTHS, 2s. 6d. running yard.: [1644, 581, 1825, 591]
- bald-body: Have you seen the original photographs? Certified to by a leading photographer that they are produced direct from the negative without any retouching.: [1448, 1061, 1623, 1094]
- size-cell: 12ft. x 9ft.: [1644, 647, 1803, 659]
- floor-question: Four Shillings in: [1732, 254, 1881, 277]
- after-photo: [1540, 871, 1619, 985]
- pahiatua-heading: PAHIATUANUI.: [1096, 515, 1164, 525]
- todays-dinner-heading: TO-DAY'S DINNER.: [155, 272, 281, 287]
- before-photo: [1452, 871, 1532, 985]
- linoleum-section: [1644, 420, 1892, 946]
- divider: [1440, 1221, 1631, 1222]
